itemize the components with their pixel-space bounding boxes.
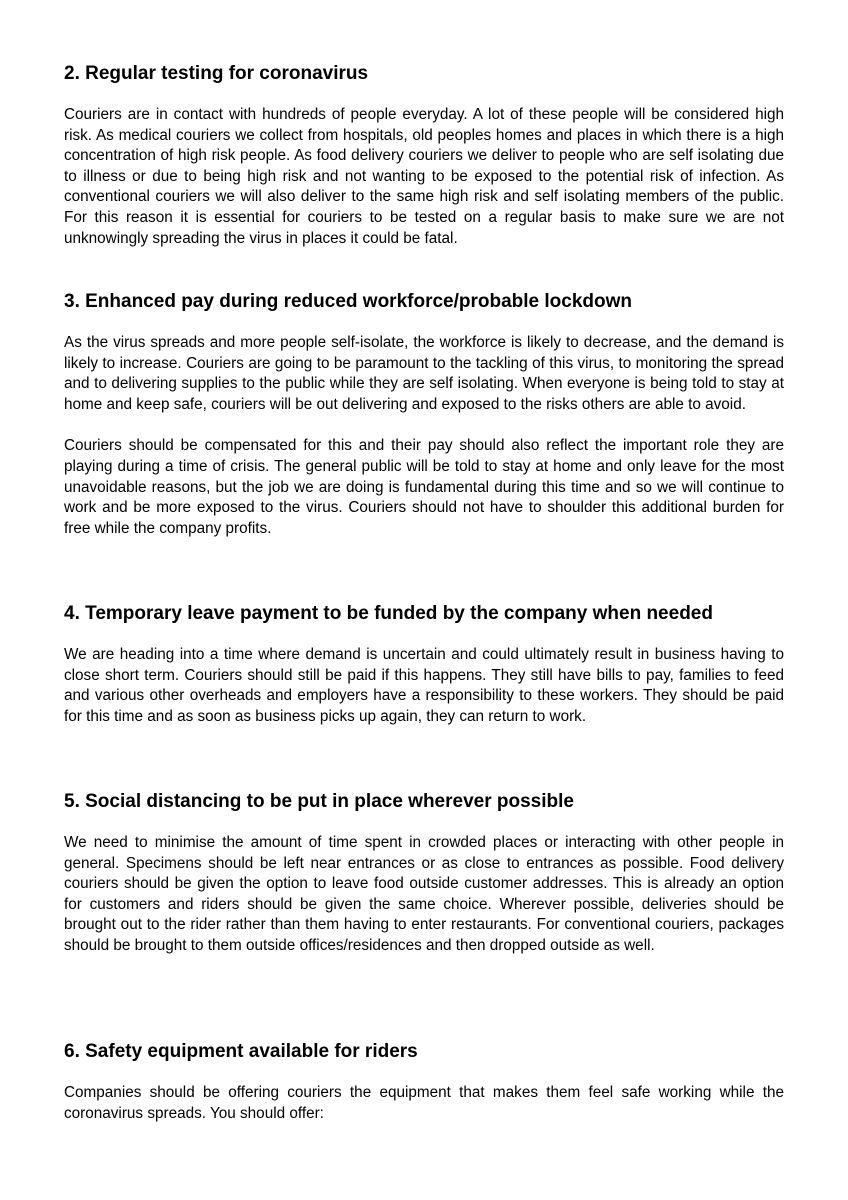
- section-paragraph: Companies should be offering couriers the equipment that makes them feel safe working while the coronavirus spreads. You should offer:: [64, 1084, 784, 1122]
- section-paragraph: We need to minimise the amount of time spent in crowded places or interacting with other people in general. Specimens should be left near entrances or as close to entrances as possible. Food delivery couriers should be given the option to leave food outside customer addresses. This is already an option for customers and riders should be given the same choice. Wherever possible, deliveries should be brought out to the rider rather than them having to enter restaurants. For conventional couriers, packages should be brought to them outside offices/residences and then dropped outside as well.: [64, 834, 784, 954]
- section-paragraph: Couriers are in contact with hundreds of people everyday. A lot of these people will be considered high risk. As medical couriers we collect from hospitals, old peoples homes and places in which there is a high concentration of high risk people. As food delivery couriers we deliver to people who are self isolating due to illness or due to being high risk and not wanting to be exposed to the potential risk of infection. As conventional couriers we will also deliver to the same high risk and self isolating members of the public. For this reason it is essential for couriers to be tested on a regular basis to make sure we are not unknowingly spreading the virus in places it could be fatal.: [64, 106, 784, 247]
- section-heading: 3. Enhanced pay during reduced workforce/probable lockdown: [64, 291, 632, 312]
- section-heading: 5. Social distancing to be put in place wherever possible: [64, 791, 574, 812]
- section-paragraph: As the virus spreads and more people self-isolate, the workforce is likely to decrease, and the demand is likely to increase. Couriers are going to be paramount to the tackling of this virus, to monitoring the spread and to delivering supplies to the public while they are self isolating. When everyone is being told to stay at home and keep safe, couriers will be out delivering and exposed to the risks others are able to avoid.: [64, 334, 784, 413]
- section-safety-equipment: [64, 1041, 784, 1124]
- section-regular-testing: [64, 63, 784, 249]
- section-enhanced-pay: [64, 291, 784, 539]
- section-paragraph: Couriers should be compensated for this and their pay should also reflect the important role they are playing during a time of crisis. The general public will be told to stay at home and only leave for the most unavoidable reasons, but the job we are doing is fundamental during this time and so we will continue to work and be more exposed to the virus. Couriers should not have to shoulder this additional burden for free while the company profits.: [64, 437, 784, 537]
- section-heading: 2. Regular testing for coronavirus: [64, 63, 369, 84]
- section-temporary-leave: [64, 603, 784, 727]
- section-social-distancing: [64, 791, 784, 957]
- section-heading: 4. Temporary leave payment to be funded by the company when needed: [64, 603, 713, 624]
- section-heading: 6. Safety equipment available for riders: [64, 1041, 418, 1062]
- section-paragraph: We are heading into a time where demand is uncertain and could ultimately result in business having to close short term. Couriers should still be paid if this happens. They still have bills to pay, families to feed and various other overheads and employers have a responsibility to these workers. They should be paid for this time and as soon as business picks up again, they can return to work.: [64, 646, 784, 725]
